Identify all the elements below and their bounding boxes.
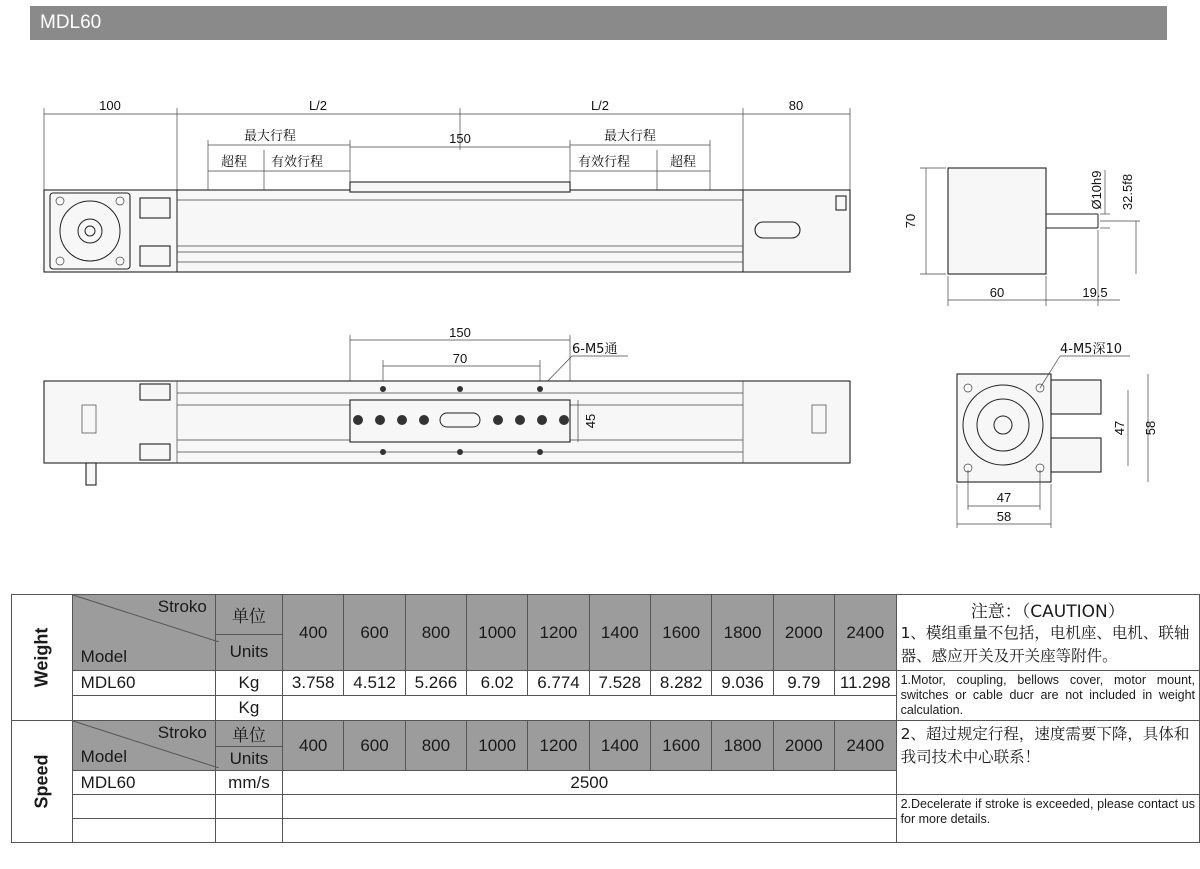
- weight-value: 8.282: [651, 671, 712, 696]
- flange-pcd-width: 47: [996, 490, 1012, 505]
- caution-note-2-en: [896, 795, 1199, 843]
- hole-spacing: 45: [583, 413, 598, 429]
- note-1-en: 1.Motor, coupling, bellows cover, motor mount, switches or cable ducr are not included in weight calculation.: [900, 673, 1195, 717]
- stroke-cell: 1800: [712, 721, 773, 771]
- stroke-label: Stroko: [157, 597, 207, 616]
- max-stroke-right: 最大行程: [603, 129, 657, 144]
- stroke-cell: 1000: [467, 721, 528, 771]
- flange-pcd-height: 47: [1112, 420, 1127, 436]
- shaft-center-height: 32.5f8: [1120, 173, 1135, 211]
- speed-unit: mm/s: [215, 771, 282, 795]
- stroke-cell: 400: [283, 595, 344, 671]
- flange-view: [957, 342, 1158, 528]
- caution-note-2-cn: [896, 721, 1199, 795]
- effective-left: 有效行程: [270, 155, 324, 170]
- stroke-cell: 1800: [712, 595, 773, 671]
- top-view-dimensions: [44, 98, 850, 190]
- stroke-cell: 1200: [528, 721, 589, 771]
- weight-value: 9.79: [773, 671, 834, 696]
- weight-unit-2: Kg: [215, 696, 282, 721]
- weight-model: MDL60: [72, 671, 215, 696]
- stroke-cell: 600: [344, 721, 405, 771]
- carriage-width-top: 150: [449, 131, 471, 146]
- stroke-cell: 1000: [467, 595, 528, 671]
- unit-cn-label: 单位: [215, 721, 282, 747]
- flange-size-height: 58: [1143, 420, 1158, 436]
- end-width: 60: [989, 285, 1005, 300]
- model-label: Model: [80, 647, 127, 666]
- stroke-cell: 600: [344, 595, 405, 671]
- weight-label: Weight: [31, 627, 52, 688]
- weight-section: [12, 595, 73, 721]
- stroke-cell: 1600: [651, 595, 712, 671]
- dim-right: 80: [788, 98, 804, 113]
- stroke-cell: 1400: [589, 721, 650, 771]
- speed-model: MDL60: [72, 771, 215, 795]
- end-height: 70: [903, 213, 918, 229]
- stroke-cell: 2000: [773, 721, 834, 771]
- stroke-cell: 2000: [773, 595, 834, 671]
- unit-en-label: Units: [215, 634, 282, 670]
- shaft-diameter: Ø10h9: [1089, 170, 1104, 210]
- speed-value: 2500: [283, 771, 897, 795]
- max-stroke-left: 最大行程: [243, 129, 297, 144]
- holes-through: 6-M5通: [572, 342, 618, 357]
- flange-size-width: 58: [996, 509, 1012, 524]
- weight-value: 3.758: [283, 671, 344, 696]
- stroke-cell: 800: [405, 721, 466, 771]
- weight-value: 5.266: [405, 671, 466, 696]
- weight-model-stroke-header: [72, 595, 215, 671]
- unit-cn-label: 单位: [215, 595, 282, 635]
- weight-value: 4.512: [344, 671, 405, 696]
- empty-cell: [215, 819, 282, 843]
- weight-value: 11.298: [834, 671, 896, 696]
- side-view: [44, 325, 850, 485]
- empty-cell: [72, 819, 215, 843]
- shaft-length: 19.5: [1082, 285, 1108, 300]
- model-title: MDL60: [40, 12, 102, 33]
- empty-cell: [283, 696, 897, 721]
- overtravel-right: 超程: [669, 155, 697, 170]
- speed-section: [12, 721, 73, 843]
- flange-holes: 4-M5深10: [1060, 342, 1122, 357]
- note-2-en: 2.Decelerate if stroke is exceeded, please contact us for more details.: [900, 797, 1195, 826]
- carriage-width-side: 150: [449, 325, 471, 340]
- empty-cell: [72, 696, 215, 721]
- empty-cell: [215, 795, 282, 819]
- end-view: [903, 168, 1140, 306]
- overtravel-left: 超程: [220, 155, 248, 170]
- caution-note-1-cn: [896, 595, 1199, 671]
- model-label: Model: [80, 747, 127, 766]
- empty-cell: [72, 795, 215, 819]
- effective-right: 有效行程: [577, 155, 631, 170]
- weight-value: 6.02: [467, 671, 528, 696]
- speed-label: Speed: [31, 754, 52, 809]
- note-2-cn: 2、超过规定行程，速度需要下降，具体和我司技术中心联系！: [900, 725, 1190, 766]
- caution-note-1-en: [896, 671, 1199, 721]
- spec-table: [11, 594, 1200, 843]
- stroke-label: Stroko: [157, 723, 207, 742]
- stroke-cell: 2400: [834, 595, 896, 671]
- speed-model-stroke-header: [72, 721, 215, 771]
- weight-unit: Kg: [215, 671, 282, 696]
- stroke-cell: 400: [283, 721, 344, 771]
- stroke-cell: 1200: [528, 595, 589, 671]
- dim-half-left: L/2: [308, 98, 328, 113]
- top-view-body: [44, 182, 850, 272]
- empty-cell: [283, 819, 897, 843]
- hole-pitch: 70: [452, 351, 468, 366]
- stroke-cell: 1400: [589, 595, 650, 671]
- caution-title: 注意：（CAUTION）: [970, 602, 1125, 622]
- dim-half-right: L/2: [590, 98, 610, 113]
- stroke-cell: 1600: [651, 721, 712, 771]
- stroke-cell: 2400: [834, 721, 896, 771]
- note-1-cn: 1、模组重量不包括，电机座、电机、联轴器、感应开关及开关座等附件。: [900, 624, 1190, 665]
- stroke-cell: 800: [405, 595, 466, 671]
- empty-cell: [283, 795, 897, 819]
- weight-value: 9.036: [712, 671, 773, 696]
- unit-en-label: Units: [215, 747, 282, 771]
- weight-value: 7.528: [589, 671, 650, 696]
- weight-value: 6.774: [528, 671, 589, 696]
- dim-left: 100: [99, 98, 121, 113]
